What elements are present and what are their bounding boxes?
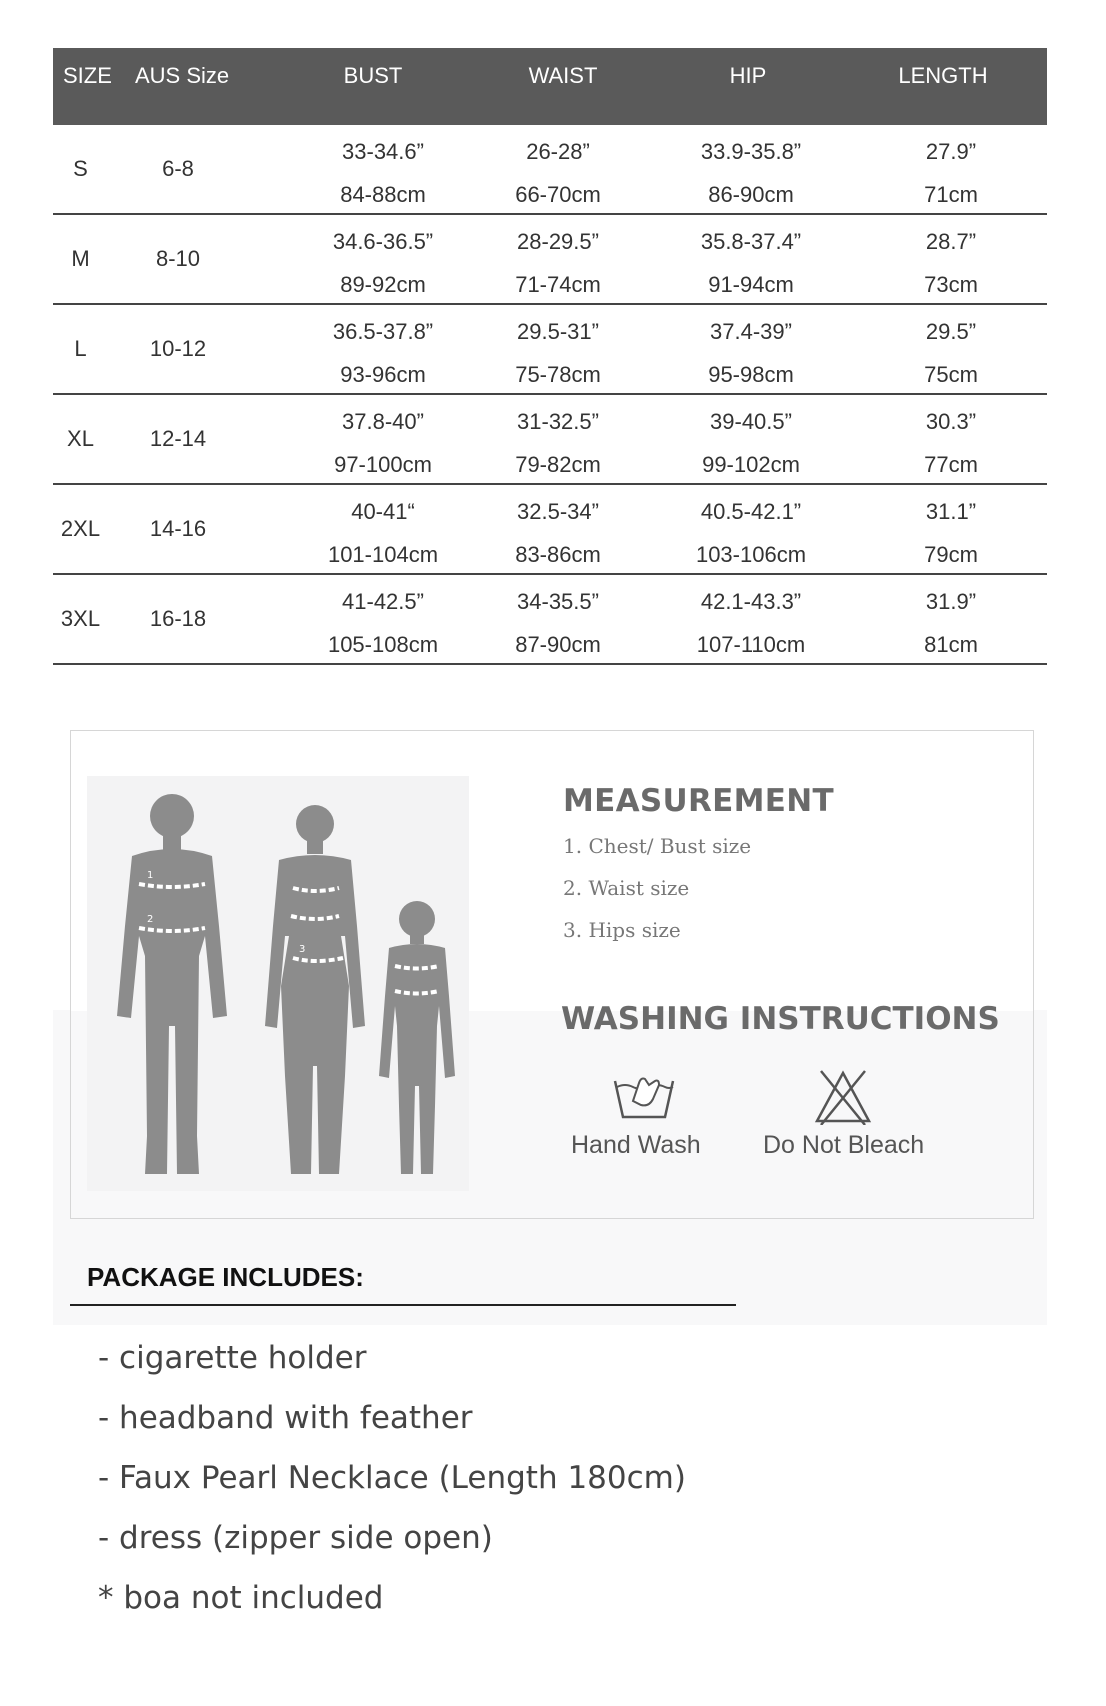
cell-hip-in: 35.8-37.4”	[700, 229, 802, 254]
cell-waist-in: 32.5-34”	[517, 499, 599, 524]
cell-waist-cm: 87-90cm	[515, 632, 601, 657]
table-row	[53, 395, 1047, 485]
cell-bust-cm: 89-92cm	[340, 272, 426, 297]
cell-length-cm: 77cm	[924, 452, 978, 477]
tape-mark-2: 2	[147, 914, 154, 925]
measurement-item-hips: 3. Hips size	[563, 918, 681, 942]
size-chart-table	[53, 48, 1047, 665]
measurement-item-waist: 2. Waist size	[563, 876, 690, 900]
measurement-item-bust: 1. Chest/ Bust size	[563, 834, 752, 858]
cell-waist-in: 28-29.5”	[517, 229, 599, 254]
header-hip: HIP	[729, 63, 767, 88]
cell-length-in: 29.5”	[925, 319, 977, 344]
cell-length-cm: 81cm	[924, 632, 978, 657]
cell-bust-in: 36.5-37.8”	[332, 319, 434, 344]
cell-size: 2XL	[60, 516, 101, 541]
cell-size: 3XL	[60, 606, 101, 631]
cell-bust-cm: 84-88cm	[340, 182, 426, 207]
cell-aus: 14-16	[149, 516, 207, 541]
table-row	[53, 125, 1047, 215]
cell-hip-cm: 107-110cm	[696, 632, 806, 657]
package-item: - headband with feather	[98, 1400, 473, 1436]
package-item: - dress (zipper side open)	[98, 1520, 493, 1556]
cell-hip-cm: 99-102cm	[702, 452, 800, 477]
do-not-bleach-label: Do Not Bleach	[763, 1131, 925, 1159]
package-item: - Faux Pearl Necklace (Length 180cm)	[98, 1460, 686, 1496]
package-item: - cigarette holder	[98, 1340, 367, 1376]
header-size: SIZE	[63, 63, 112, 88]
hand-wash-label: Hand Wash	[571, 1131, 701, 1159]
cell-waist-cm: 71-74cm	[515, 272, 601, 297]
cell-length-cm: 73cm	[924, 272, 978, 297]
cell-length-cm: 71cm	[924, 182, 978, 207]
tape-mark-3: 3	[299, 944, 306, 955]
washing-instructions-title: WASHING INSTRUCTIONS	[561, 1001, 1000, 1037]
cell-bust-cm: 93-96cm	[340, 362, 426, 387]
cell-size: XL	[67, 426, 94, 451]
cell-hip-in: 33.9-35.8”	[700, 139, 802, 164]
cell-length-in: 28.7”	[925, 229, 977, 254]
hand-wash-icon	[611, 1071, 677, 1123]
cell-hip-in: 40.5-42.1”	[700, 499, 802, 524]
measurement-panel	[70, 730, 1034, 1219]
cell-length-cm: 79cm	[924, 542, 978, 567]
header-length: LENGTH	[898, 63, 988, 88]
cell-bust-in: 37.8-40”	[342, 409, 424, 434]
cell-bust-in: 41-42.5”	[342, 589, 424, 614]
cell-length-cm: 75cm	[924, 362, 978, 387]
cell-hip-cm: 95-98cm	[708, 362, 794, 387]
cell-waist-in: 31-32.5”	[517, 409, 599, 434]
cell-hip-in: 39-40.5”	[710, 409, 792, 434]
cell-bust-cm: 97-100cm	[334, 452, 432, 477]
cell-size: L	[74, 336, 87, 361]
tape-mark-1: 1	[147, 870, 154, 881]
cell-length-in: 30.3”	[925, 409, 977, 434]
cell-aus: 16-18	[149, 606, 207, 631]
package-includes-title: PACKAGE INCLUDES:	[87, 1262, 364, 1292]
cell-bust-in: 40-41“	[351, 499, 415, 524]
cell-hip-cm: 86-90cm	[708, 182, 794, 207]
cell-waist-cm: 83-86cm	[515, 542, 601, 567]
cell-waist-cm: 75-78cm	[515, 362, 601, 387]
header-waist: WAIST	[528, 63, 598, 88]
cell-aus: 12-14	[149, 426, 207, 451]
cell-waist-in: 34-35.5”	[517, 589, 599, 614]
cell-waist-in: 29.5-31”	[517, 319, 599, 344]
woman-figure-icon	[265, 805, 365, 1174]
cell-hip-in: 42.1-43.3”	[700, 589, 802, 614]
cell-hip-cm: 91-94cm	[708, 272, 794, 297]
table-row	[53, 575, 1047, 665]
cell-bust-in: 33-34.6”	[342, 139, 424, 164]
header-aus-size: AUS Size	[135, 63, 230, 88]
cell-length-in: 27.9”	[925, 139, 977, 164]
cell-size: M	[71, 246, 90, 271]
package-divider	[70, 1304, 736, 1306]
package-item-note: * boa not included	[98, 1580, 384, 1616]
cell-waist-in: 26-28”	[526, 139, 590, 164]
header-bust: BUST	[343, 63, 403, 88]
cell-bust-cm: 105-108cm	[327, 632, 439, 657]
cell-hip-in: 37.4-39”	[710, 319, 792, 344]
cell-hip-cm: 103-106cm	[695, 542, 807, 567]
cell-bust-cm: 101-104cm	[327, 542, 439, 567]
cell-bust-in: 34.6-36.5”	[332, 229, 434, 254]
do-not-bleach-icon	[813, 1069, 873, 1125]
cell-aus: 6-8	[162, 156, 194, 181]
cell-waist-cm: 79-82cm	[515, 452, 601, 477]
table-row	[53, 215, 1047, 305]
body-figures-illustration	[87, 776, 469, 1191]
cell-length-in: 31.1”	[925, 499, 977, 524]
cell-size: S	[73, 156, 88, 181]
body-silhouettes-svg	[87, 776, 469, 1191]
cell-length-in: 31.9”	[925, 589, 977, 614]
measurement-title: MEASUREMENT	[563, 783, 834, 819]
cell-waist-cm: 66-70cm	[515, 182, 601, 207]
child-figure-icon	[379, 901, 455, 1174]
table-row	[53, 305, 1047, 395]
table-row	[53, 485, 1047, 575]
cell-aus: 8-10	[155, 246, 201, 271]
man-figure-icon	[117, 794, 227, 1174]
table-header	[53, 48, 1047, 125]
cell-aus: 10-12	[149, 336, 207, 361]
